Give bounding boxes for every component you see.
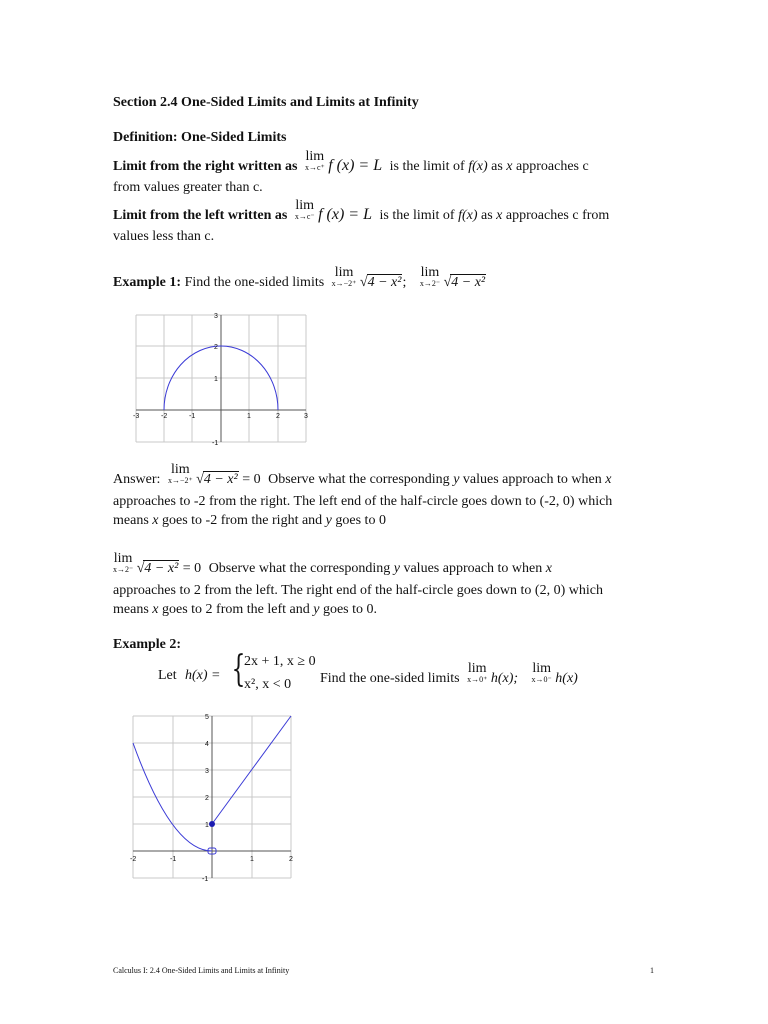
example1-line [113,266,486,291]
answer1-eq: = 0 [242,472,261,487]
example2-let: Let [158,668,177,683]
right-limit-line2: from values greater than c. [113,180,263,195]
answer1-y: y [453,472,460,487]
lim-subscript: x→2⁻ [419,279,441,288]
answer2-lim [113,552,133,574]
example1-lim2-expr: 4 − x² [451,275,486,290]
x-tick-label: 3 [304,413,308,420]
separator: ; [402,275,407,290]
example2-prompt: Find the one-sided limits [320,671,460,686]
answer2-line2: approaches to 2 from the left. The right end of the half-circle goes down to (2, 0) which [113,583,603,598]
right-x: x [506,159,513,174]
x-tick-label: 1 [247,413,251,420]
lim-subscript: x→c⁺ [304,163,325,172]
footer-title: Calculus I: 2.4 One-Sided Limits and Limits at Infinity [113,966,290,975]
answer1-expr: 4 − x² [203,472,238,487]
answer1-x: x [605,472,612,487]
h-definition: h(x) = [185,668,221,683]
example1-prompt: Find the one-sided limits [184,275,325,290]
y-tick-label: 2 [205,795,209,802]
sqrt-icon: √ [359,275,368,290]
lim-word: lim [334,265,354,280]
x-tick-label: -1 [170,856,177,863]
x-tick-label: -2 [130,856,137,863]
left-limit-line2: values less than c. [113,229,215,244]
y-tick-label: 3 [214,313,218,320]
left-limit-label: Limit from the left written as [113,208,288,223]
piecewise-graph [125,710,300,885]
right-limit-expr: f (x) = L [328,157,383,174]
sqrt-icon: √ [136,561,145,576]
answer1-line2: approaches to -2 from the right. The left end of the half-circle goes down to (-2, 0) which [113,494,613,509]
graph2-y-ticks [202,714,209,883]
brace-icon: { [231,649,246,690]
y-tick-label: -1 [212,440,219,447]
sqrt-icon: √ [196,472,204,487]
answer1-line [113,463,611,488]
lim-word: lim [295,198,315,213]
x-tick-label: 1 [250,856,254,863]
sqrt-icon: √ [443,275,452,290]
lim-word: lim [113,551,133,566]
answer2-text-b: values approach to when [403,561,543,576]
graph1-y-ticks [212,313,218,447]
left-lim-operator [295,199,315,221]
page-number: 1 [650,966,654,975]
answer1-text: Observe what the corresponding [268,472,450,487]
answer2-x: x [545,561,552,576]
closed-dot [209,821,215,827]
answer1-lim [168,463,193,485]
example1-lim2 [420,266,440,288]
right-desc-3: approaches c [516,159,589,174]
example1-lim1 [332,266,357,288]
definition-heading: Definition: One-Sided Limits [113,130,287,145]
var-x: x [152,602,159,617]
lim-subscript: x→−2⁺ [331,279,357,288]
x-tick-label: 2 [289,856,293,863]
right-limit-line [113,150,589,175]
x-tick-label: -3 [133,413,140,420]
answer2-expr: 4 − x² [144,561,179,576]
section-title: Section 2.4 One-Sided Limits and Limits at Infinity [113,95,419,110]
text: goes to -2 from the right and [161,513,323,528]
answer2-text: Observe what the corresponding [208,561,391,576]
lim-word: lim [467,661,487,676]
y-tick-label: 3 [205,768,209,775]
left-desc-2: as [481,208,493,223]
example2-lim2-expr: h(x) [555,671,578,686]
answer-label: Answer: [113,472,161,487]
y-tick-label: 1 [205,822,209,829]
text: goes to 0. [322,602,378,617]
var-y: y [325,513,332,528]
lim-word: lim [420,265,440,280]
y-tick-label: 1 [214,376,218,383]
text: means [113,602,149,617]
answer2-y: y [393,561,400,576]
lim-word: lim [532,661,551,676]
semicircle-graph [128,310,313,450]
answer2-eq: = 0 [182,561,202,576]
lim-word: lim [305,149,325,164]
left-limit-line [113,199,609,224]
lim-subscript: x→c⁻ [294,212,315,221]
left-limit-expr: f (x) = L [318,206,372,223]
example1-label: Example 1: [113,275,182,290]
right-desc-2: as [491,159,503,174]
text: goes to 2 from the left and [161,602,310,617]
lim-subscript: x→2⁻ [113,565,134,574]
left-desc-3: approaches c from [505,208,610,223]
example2-lim2 [532,662,552,684]
var-y: y [313,602,320,617]
example2-lim1-expr: h(x); [490,671,519,686]
x-tick-label: -1 [189,413,196,420]
text: goes to 0 [335,513,386,528]
right-limit-label: Limit from the right written as [113,159,298,174]
lim-word: lim [170,462,190,477]
var-x: x [152,513,159,528]
example1-lim1-expr: 4 − x² [367,275,402,290]
answer2-line [113,552,552,577]
right-lim-operator [305,150,325,172]
example2-label: Example 2: [113,637,182,652]
x-tick-label: 2 [276,413,280,420]
case-1: 2x + 1, x ≥ 0 [244,654,316,669]
x-tick-label: -2 [161,413,168,420]
example2-lim1 [467,662,487,684]
y-tick-label: -1 [202,876,209,883]
lim-subscript: x→0⁻ [531,675,552,684]
answer1-text-b: values approach to when [462,472,602,487]
left-x: x [496,208,503,223]
left-fx: f(x) [458,208,478,223]
example2-prompt-line [320,662,578,687]
text: means [113,513,149,528]
right-fx: f(x) [468,159,488,174]
lim-subscript: x→−2⁺ [167,476,193,485]
right-desc-1: is the limit of [389,159,465,174]
y-tick-label: 5 [205,714,209,721]
answer1-line3 [113,513,386,529]
lim-subscript: x→0⁺ [467,675,488,684]
left-desc-1: is the limit of [379,208,455,223]
y-tick-label: 2 [214,344,218,351]
answer2-line3 [113,602,377,618]
case-2: x², x < 0 [244,677,292,692]
y-tick-label: 4 [205,741,209,748]
